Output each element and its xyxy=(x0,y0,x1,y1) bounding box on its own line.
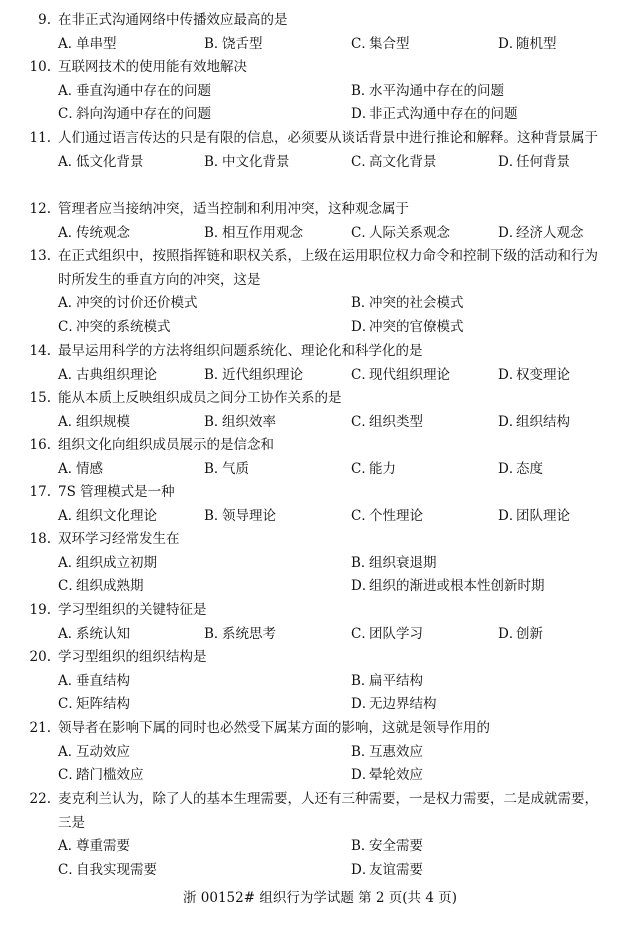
option-c xyxy=(351,151,437,175)
question-10 xyxy=(0,56,640,127)
option-letter: A． xyxy=(58,507,82,524)
option-letter: D． xyxy=(498,224,523,241)
option-text: 组织成立初期 xyxy=(76,554,157,571)
option-d xyxy=(351,575,545,599)
option-text: 单串型 xyxy=(76,35,117,52)
question-stem: 学习型组织的组织结构是 xyxy=(58,649,207,665)
option-letter: A． xyxy=(58,295,82,311)
option-c xyxy=(58,575,144,599)
option-b xyxy=(204,364,303,388)
options-row xyxy=(0,764,640,788)
question-stem: 最早运用科学的方法将组织问题系统化、理论化和科学化的是 xyxy=(58,343,423,359)
option-letter: B． xyxy=(204,35,228,52)
option-letter: B． xyxy=(204,413,228,430)
option-text: 饶舌型 xyxy=(222,35,263,52)
option-letter: C． xyxy=(58,106,82,122)
question-12 xyxy=(0,198,640,245)
question-20 xyxy=(0,646,640,717)
options-row xyxy=(0,741,640,765)
question-21 xyxy=(0,717,640,788)
question-9 xyxy=(0,9,640,56)
option-text: 无边界结构 xyxy=(369,696,437,712)
question-11 xyxy=(0,127,640,174)
option-letter: D． xyxy=(498,413,523,430)
option-b xyxy=(204,222,303,246)
question-number: 13. xyxy=(29,248,51,264)
option-b xyxy=(204,458,249,482)
question-stem: 学习型组织的关键特征是 xyxy=(58,602,207,618)
question-number: 10. xyxy=(29,59,51,75)
question-stem: 能从本质上反映组织成员之间分工协作关系的是 xyxy=(58,390,342,406)
option-text: 现代组织理论 xyxy=(369,366,450,383)
question-stem: 管理者应当接纳冲突，适当控制和利用冲突，这种观念属于 xyxy=(58,201,409,217)
question-number: 18. xyxy=(29,531,51,547)
option-text: 古典组织理论 xyxy=(76,366,157,383)
option-letter: C． xyxy=(58,318,82,335)
option-text: 友谊需要 xyxy=(369,861,423,878)
option-text: 系统思考 xyxy=(222,625,276,642)
option-letter: B． xyxy=(351,838,375,854)
option-c xyxy=(351,505,423,529)
option-letter: C． xyxy=(351,366,375,383)
option-text: 情感 xyxy=(76,460,103,477)
option-text: 冲突的官僚模式 xyxy=(369,318,464,335)
question-18 xyxy=(0,528,640,599)
options-row xyxy=(0,151,640,175)
options-row xyxy=(0,80,640,104)
option-a xyxy=(58,151,144,175)
question-number: 22. xyxy=(29,791,51,807)
options-row xyxy=(0,575,640,599)
option-letter: C． xyxy=(58,861,82,878)
option-d xyxy=(498,505,570,529)
question-number: 21. xyxy=(29,720,51,736)
question-17 xyxy=(0,481,640,528)
option-letter: D． xyxy=(498,153,523,170)
option-letter: A． xyxy=(58,460,82,477)
option-letter: B． xyxy=(351,82,375,99)
option-d xyxy=(351,764,423,788)
question-number: 9. xyxy=(38,12,51,28)
option-a xyxy=(58,292,198,316)
question-number: 11. xyxy=(29,130,51,146)
option-letter: B． xyxy=(204,507,228,524)
option-text: 组织成熟期 xyxy=(76,578,144,594)
option-text: 安全需要 xyxy=(369,838,423,854)
option-text: 组织类型 xyxy=(369,413,423,430)
question-number: 19. xyxy=(29,602,51,618)
options-row xyxy=(0,693,640,717)
question-stem: 麦克利兰认为，除了人的基本生理需要，人还有三种需要，一是权力需要，二是成就需要，三是 xyxy=(58,791,598,831)
option-letter: B． xyxy=(204,224,228,241)
option-letter: C． xyxy=(58,767,82,783)
options-row xyxy=(0,623,640,647)
option-text: 自我实现需要 xyxy=(76,861,157,878)
option-c xyxy=(351,364,450,388)
option-letter: A． xyxy=(58,366,82,383)
question-number: 17. xyxy=(29,484,51,500)
option-text: 非正式沟通中存在的问题 xyxy=(369,106,518,122)
question-14 xyxy=(0,340,640,387)
option-text: 斜向沟通中存在的问题 xyxy=(76,106,211,122)
option-d xyxy=(498,151,570,175)
option-a xyxy=(58,411,130,435)
option-letter: A． xyxy=(58,413,82,430)
question-22 xyxy=(0,788,640,882)
option-text: 经济人观念 xyxy=(516,224,584,241)
option-text: 冲突的系统模式 xyxy=(76,318,171,335)
option-letter: D． xyxy=(351,767,376,783)
question-stem: 组织文化向组织成员展示的是信念和 xyxy=(58,437,274,453)
option-text: 冲突的社会模式 xyxy=(369,295,464,311)
option-letter: A． xyxy=(58,82,82,99)
option-c xyxy=(58,764,144,788)
option-d xyxy=(498,411,570,435)
option-d xyxy=(498,222,584,246)
option-a xyxy=(58,364,157,388)
option-letter: B． xyxy=(204,625,228,642)
option-letter: C． xyxy=(58,578,82,594)
option-text: 团队学习 xyxy=(369,625,423,642)
option-text: 组织衰退期 xyxy=(369,554,437,571)
option-text: 尊重需要 xyxy=(76,838,130,854)
option-text: 权变理论 xyxy=(516,366,570,383)
option-a xyxy=(58,552,157,576)
option-c xyxy=(58,693,130,717)
option-text: 垂直沟通中存在的问题 xyxy=(76,82,211,99)
option-text: 相互作用观念 xyxy=(222,224,303,241)
option-c xyxy=(351,458,396,482)
option-b xyxy=(204,411,276,435)
option-letter: B． xyxy=(351,295,375,311)
option-text: 组织规模 xyxy=(76,413,130,430)
option-a xyxy=(58,222,130,246)
option-text: 近代组织理论 xyxy=(222,366,303,383)
option-b xyxy=(351,835,423,859)
option-b xyxy=(351,552,437,576)
option-letter: C． xyxy=(58,696,82,712)
option-d xyxy=(351,693,437,717)
option-d xyxy=(351,103,518,127)
option-text: 能力 xyxy=(369,460,396,477)
option-d xyxy=(351,859,423,883)
options-row xyxy=(0,835,640,859)
options-row xyxy=(0,292,640,316)
option-text: 传统观念 xyxy=(76,224,130,241)
option-letter: A． xyxy=(58,554,82,571)
option-letter: D． xyxy=(351,696,376,712)
option-letter: B． xyxy=(204,460,228,477)
question-number: 12. xyxy=(29,201,51,217)
option-text: 踏门槛效应 xyxy=(76,767,144,783)
option-text: 组织文化理论 xyxy=(76,507,157,524)
option-text: 矩阵结构 xyxy=(76,696,130,712)
options-row xyxy=(0,103,640,127)
option-text: 冲突的讨价还价模式 xyxy=(76,295,198,311)
option-d xyxy=(498,33,557,57)
option-d xyxy=(498,623,543,647)
option-letter: A． xyxy=(58,35,82,52)
options-row xyxy=(0,316,640,340)
option-text: 任何背景 xyxy=(516,153,570,170)
option-letter: C． xyxy=(351,413,375,430)
options-row xyxy=(0,364,640,388)
option-letter: B． xyxy=(204,153,228,170)
option-c xyxy=(351,411,423,435)
option-letter: A． xyxy=(58,743,82,760)
option-a xyxy=(58,623,130,647)
options-row xyxy=(0,505,640,529)
option-letter: C． xyxy=(351,153,375,170)
option-b xyxy=(351,292,464,316)
option-d xyxy=(498,364,570,388)
option-text: 创新 xyxy=(516,625,543,642)
option-b xyxy=(351,670,423,694)
option-text: 扁平结构 xyxy=(369,672,423,689)
option-letter: A． xyxy=(58,625,82,642)
option-c xyxy=(351,33,410,57)
question-15 xyxy=(0,387,640,434)
option-letter: D． xyxy=(351,318,376,335)
option-d xyxy=(351,316,464,340)
option-letter: B． xyxy=(204,366,228,383)
option-letter: A． xyxy=(58,672,82,689)
option-text: 气质 xyxy=(222,460,249,477)
option-c xyxy=(58,103,211,127)
options-row xyxy=(0,33,640,57)
option-c xyxy=(58,316,171,340)
question-number: 15. xyxy=(29,390,51,406)
option-b xyxy=(204,33,263,57)
option-letter: B． xyxy=(351,672,375,689)
question-number: 20. xyxy=(29,649,51,665)
option-text: 组织的渐进或根本性创新时期 xyxy=(369,578,545,594)
option-d xyxy=(498,458,543,482)
option-letter: B． xyxy=(351,554,375,571)
option-text: 高文化背景 xyxy=(369,153,437,170)
option-text: 团队理论 xyxy=(516,507,570,524)
option-c xyxy=(351,222,450,246)
option-letter: D． xyxy=(351,578,376,594)
option-b xyxy=(351,80,504,104)
option-letter: D． xyxy=(498,366,523,383)
option-letter: C． xyxy=(351,507,375,524)
option-letter: D． xyxy=(498,507,523,524)
option-a xyxy=(58,741,130,765)
option-c xyxy=(351,623,423,647)
question-16 xyxy=(0,434,640,481)
question-stem: 领导者在影响下属的同时也必然受下属某方面的影响，这就是领导作用的 xyxy=(58,720,490,736)
option-a xyxy=(58,458,103,482)
options-row xyxy=(0,859,640,883)
option-letter: D． xyxy=(498,460,523,477)
option-c xyxy=(58,859,157,883)
option-text: 组织效率 xyxy=(222,413,276,430)
option-letter: C． xyxy=(351,625,375,642)
option-letter: A． xyxy=(58,224,82,241)
option-letter: C． xyxy=(351,460,375,477)
option-b xyxy=(204,505,276,529)
option-letter: C． xyxy=(351,224,375,241)
option-letter: D． xyxy=(351,106,376,122)
options-row xyxy=(0,222,640,246)
option-letter: D． xyxy=(498,625,523,642)
page-footer: 浙 00152# 组织行为学试题 第 2 页(共 4 页) xyxy=(182,890,457,906)
question-number: 16. xyxy=(29,437,51,453)
option-a xyxy=(58,505,157,529)
question-13 xyxy=(0,245,640,339)
option-text: 水平沟通中存在的问题 xyxy=(369,82,504,99)
option-letter: A． xyxy=(58,838,82,854)
question-stem: 互联网技术的使用能有效地解决 xyxy=(58,59,247,75)
option-text: 随机型 xyxy=(516,35,557,52)
question-stem: 双环学习经常发生在 xyxy=(58,531,180,547)
option-letter: A． xyxy=(58,153,82,170)
options-row xyxy=(0,458,640,482)
option-text: 互动效应 xyxy=(76,743,130,760)
option-text: 中文化背景 xyxy=(222,153,290,170)
option-text: 垂直结构 xyxy=(76,672,130,689)
option-a xyxy=(58,835,130,859)
option-b xyxy=(204,151,290,175)
option-text: 系统认知 xyxy=(76,625,130,642)
question-number: 14. xyxy=(29,343,51,359)
question-stem: 在非正式沟通网络中传播效应最高的是 xyxy=(58,12,288,28)
option-text: 领导理论 xyxy=(222,507,276,524)
option-b xyxy=(204,623,276,647)
option-a xyxy=(58,33,117,57)
option-text: 集合型 xyxy=(369,35,410,52)
option-text: 晕轮效应 xyxy=(369,767,423,783)
option-text: 互惠效应 xyxy=(369,743,423,760)
option-text: 组织结构 xyxy=(516,413,570,430)
option-text: 个性理论 xyxy=(369,507,423,524)
option-letter: D． xyxy=(351,861,376,878)
options-row xyxy=(0,411,640,435)
options-row xyxy=(0,670,640,694)
question-stem: 在正式组织中，按照指挥链和职权关系，上级在运用职位权力命令和控制下级的活动和行为时所发生的垂直方向的冲突，这是 xyxy=(58,248,598,288)
options-row xyxy=(0,552,640,576)
option-text: 态度 xyxy=(516,460,543,477)
option-b xyxy=(351,741,423,765)
question-stem: 人们通过语言传达的只是有限的信息，必须要从谈话背景中进行推论和解释。这种背景属于 xyxy=(58,130,598,146)
option-letter: C． xyxy=(351,35,375,52)
option-text: 人际关系观念 xyxy=(369,224,450,241)
option-letter: D． xyxy=(498,35,523,52)
option-a xyxy=(58,670,130,694)
question-19 xyxy=(0,599,640,646)
option-letter: B． xyxy=(351,743,375,760)
option-a xyxy=(58,80,211,104)
option-text: 低文化背景 xyxy=(76,153,144,170)
question-stem: 7S 管理模式是一种 xyxy=(58,484,175,500)
